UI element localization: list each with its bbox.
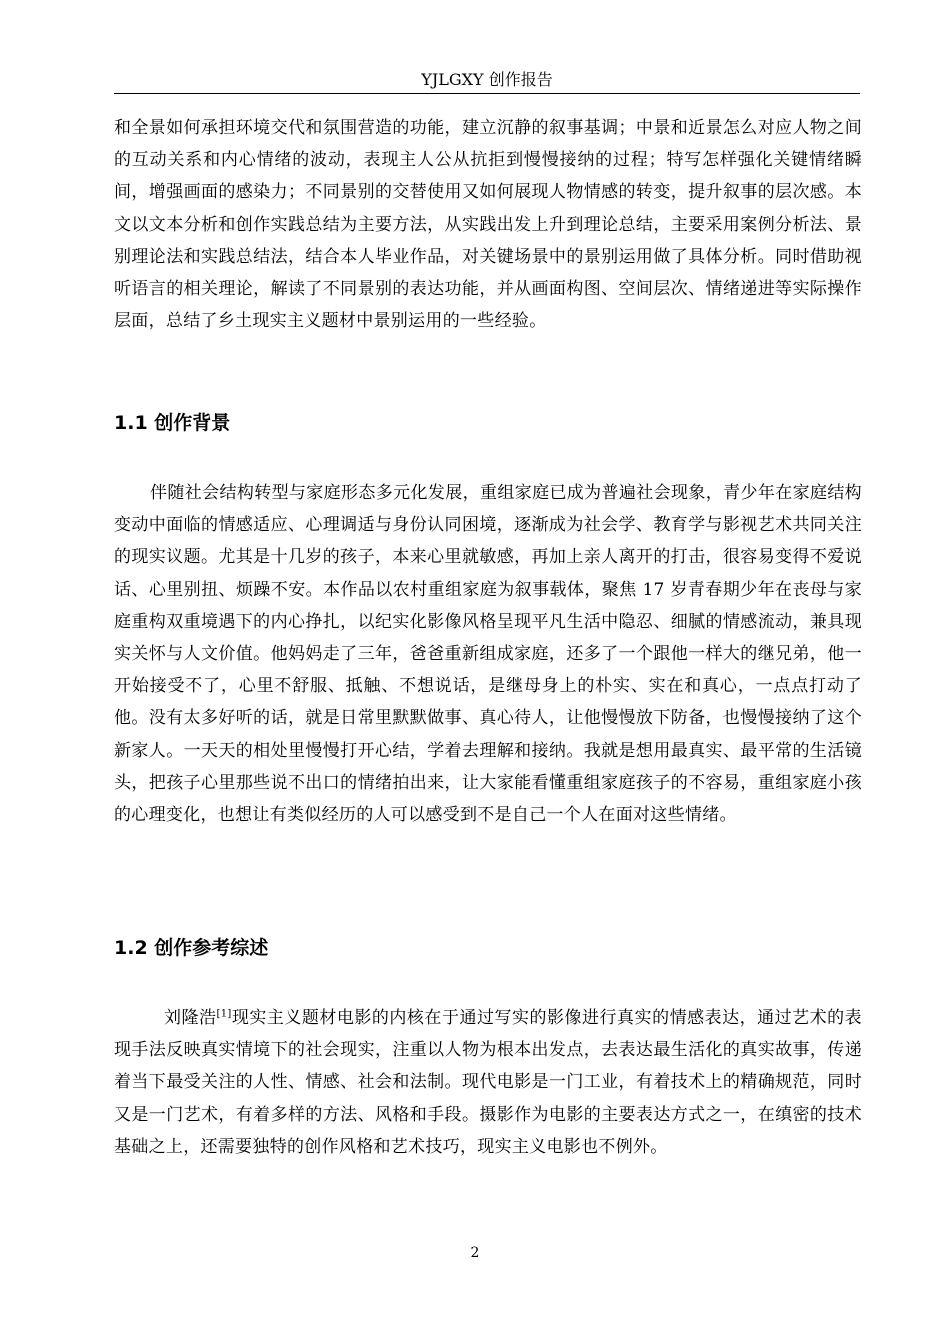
page-number: 2 xyxy=(470,1245,480,1261)
section-heading-1-2: 1.2 创作参考综述 xyxy=(114,937,269,959)
intro-paragraph: 和全景如何承担环境交代和氛围营造的功能，建立沉静的叙事基调；中景和近景怎么对应人物之间的互动关系和内心情绪的波动，表现主人公从抗拒到慢慢接纳的过程；特写怎样强化关键情绪瞬间，增强画面的感染力；不同景别的交替使用又如何展现人物情感的转变，提升叙事的层次感。本文以文本分析和创作实践总结为主要方法，从实践出发上升到理论总结，主要采用案例分析法、景别理论法和实践总结法，结合本人毕业作品，对关键场景中的景别运用做了具体分析。同时借助视听语言的相关理论，解读了不同景别的表达功能，并从画面构图、空间层次、情绪递进等实际操作层面，总结了乡土现实主义题材中景别运用的一些经验。 xyxy=(114,118,862,332)
cited-author: 刘隆浩 xyxy=(164,1008,217,1028)
section-1-2-paragraph xyxy=(114,1002,862,1163)
section-1-1-paragraph: 伴随社会结构转型与家庭形态多元化发展，重组家庭已成为普遍社会现象，青少年在家庭结构变动中面临的情感适应、心理调适与身份认同困境，逐渐成为社会学、教育学与影视艺术共同关注的现实议题。尤其是十几岁的孩子，本来心里就敏感，再加上亲人离开的打击，很容易变得不爱说话、心里别扭、烦躁不安。本作品以农村重组家庭为叙事载体，聚焦 17 岁青春期少年在丧母与家庭重构双重境遇下的内心挣扎，以纪实化影像风格呈现平凡生活中隐忍、细腻的情感流动，兼具现实关怀与人文价值。他妈妈走了三年，爸爸重新组成家庭，还多了一个跟他一样大的继兄弟，他一开始接受不了，心里不舒服、抵触、不想说话，是继母身上的朴实、实在和真心，一点点打动了他。没有太多好听的话，就是日常里默默做事、真心待人，让他慢慢放下防备，也慢慢接纳了这个新家人。一天天的相处里慢慢打开心结，学着去理解和接纳。我就是想用最真实、最平常的生活镜头，把孩子心里那些说不出口的情绪拍出来，让大家能看懂重组家庭孩子的不容易，重组家庭小孩的心理变化，也想让有类似经历的人可以感受到不是自己一个人在面对这些情绪。 xyxy=(114,483,862,826)
page-header: YJLGXY 创作报告 xyxy=(114,66,860,94)
citation-mark[interactable]: [1] xyxy=(216,1008,232,1020)
section-1-2-text: 现实主义题材电影的内核在于通过写实的影像进行真实的情感表达，通过艺术的表现手法反映真实情境下的社会现实，注重以人物为根本出发点，去表达最生活化的真实故事，传递着当下最受关注的人性、情感、社会和法制。现代电影是一门工业，有着技术上的精确规范，同时又是一门艺术，有着多样的方法、风格和手段。摄影作为电影的主要表达方式之一，在缜密的技术基础之上，还需要独特的创作风格和艺术技巧，现实主义电影也不例外。 xyxy=(114,1008,862,1157)
section-heading-1-1: 1.1 创作背景 xyxy=(114,412,231,434)
